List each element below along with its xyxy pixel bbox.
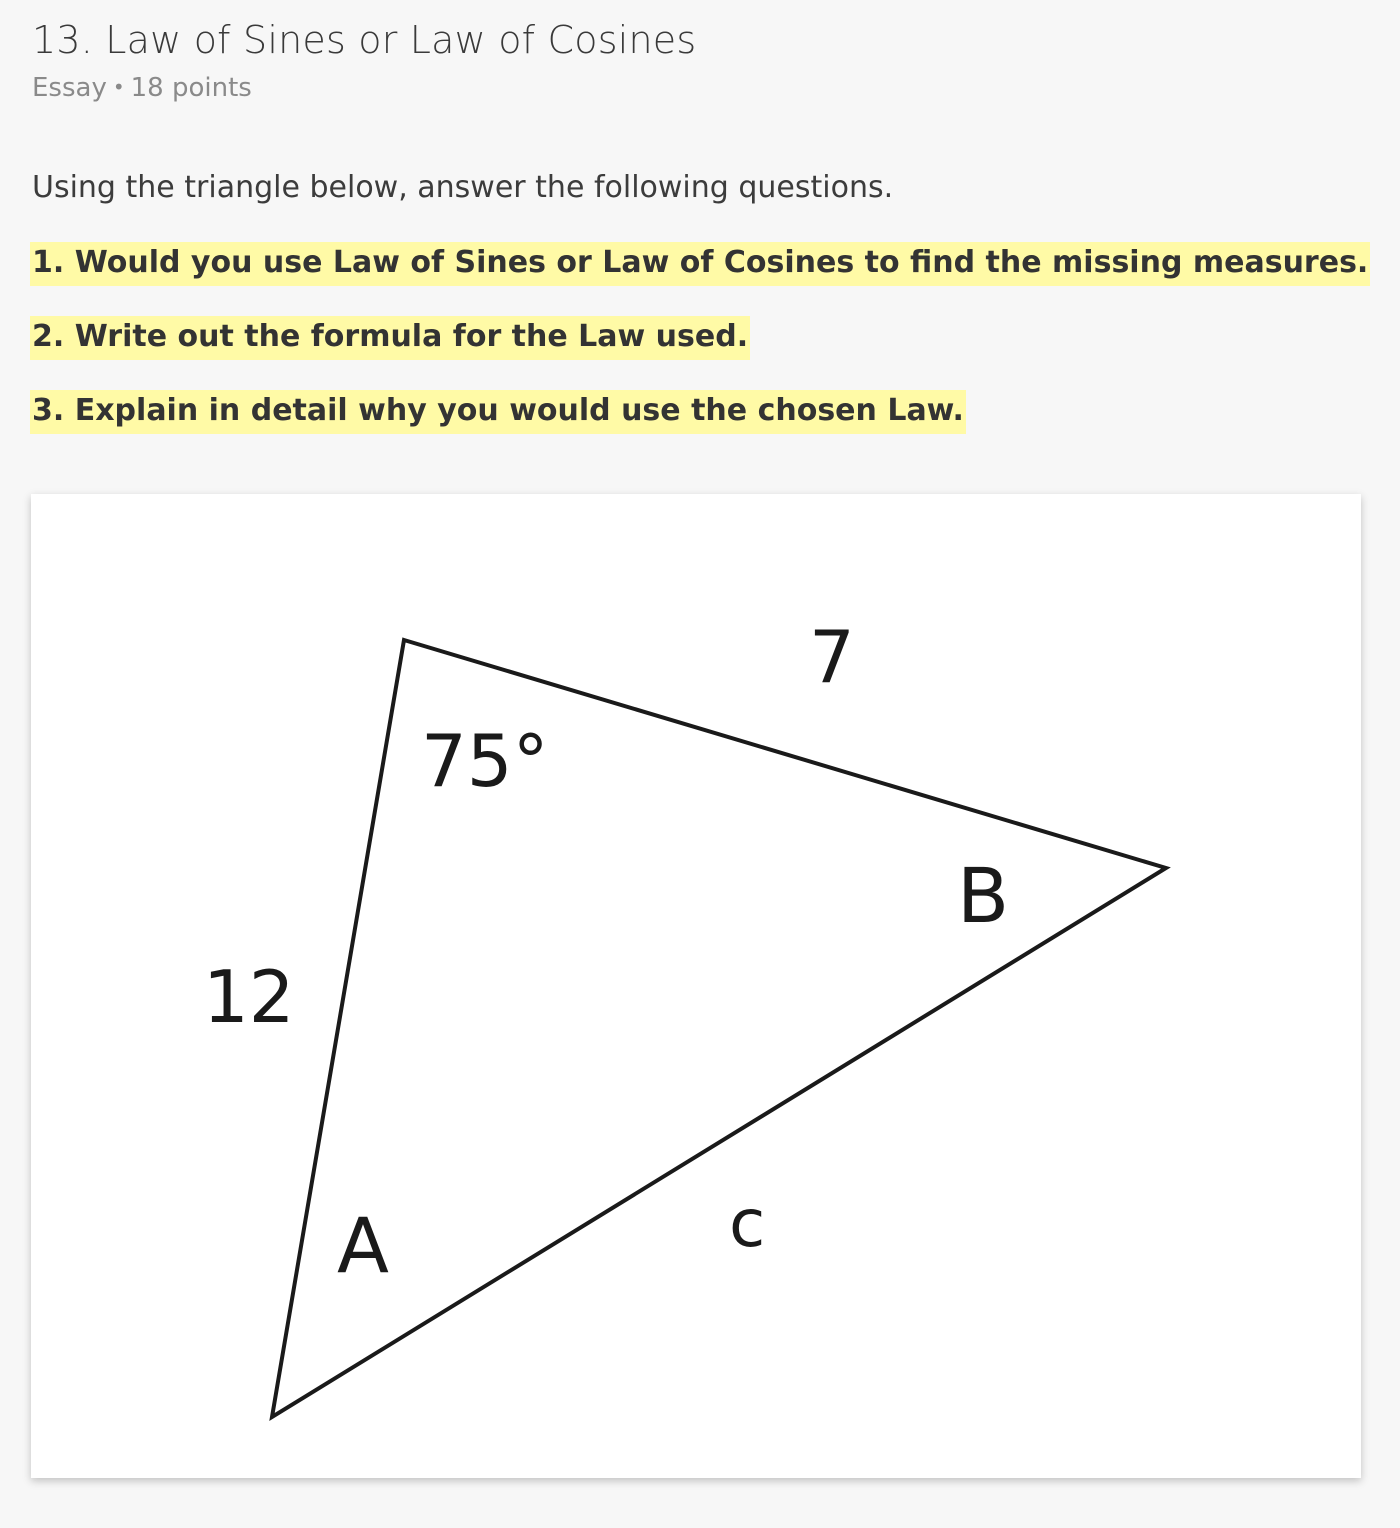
highlighted-item-3: 3. Explain in detail why you would use the chosen Law. bbox=[30, 390, 966, 434]
side-top-label: 7 bbox=[809, 615, 855, 699]
vertex-a-label: A bbox=[337, 1201, 389, 1290]
highlighted-item-2: 2. Write out the formula for the Law used. bbox=[30, 316, 750, 360]
question-prompt: Using the triangle below, answer the following questions. bbox=[32, 170, 894, 205]
side-left-label: 12 bbox=[203, 955, 295, 1039]
question-type: Essay bbox=[32, 73, 107, 103]
question-title: 13. Law of Sines or Law of Cosines bbox=[32, 18, 697, 62]
meta-separator: • bbox=[112, 75, 125, 99]
side-bottom-label: c bbox=[729, 1185, 766, 1262]
triangle-outline bbox=[272, 640, 1166, 1417]
question-points: 18 points bbox=[130, 73, 252, 103]
angle-label: 75° bbox=[421, 719, 549, 803]
vertex-b-label: B bbox=[957, 851, 1010, 940]
highlighted-item-1: 1. Would you use Law of Sines or Law of Cosines to find the missing measures. bbox=[30, 242, 1370, 286]
question-meta bbox=[32, 73, 252, 103]
triangle-figure bbox=[31, 494, 1361, 1478]
triangle-diagram bbox=[31, 494, 1361, 1478]
